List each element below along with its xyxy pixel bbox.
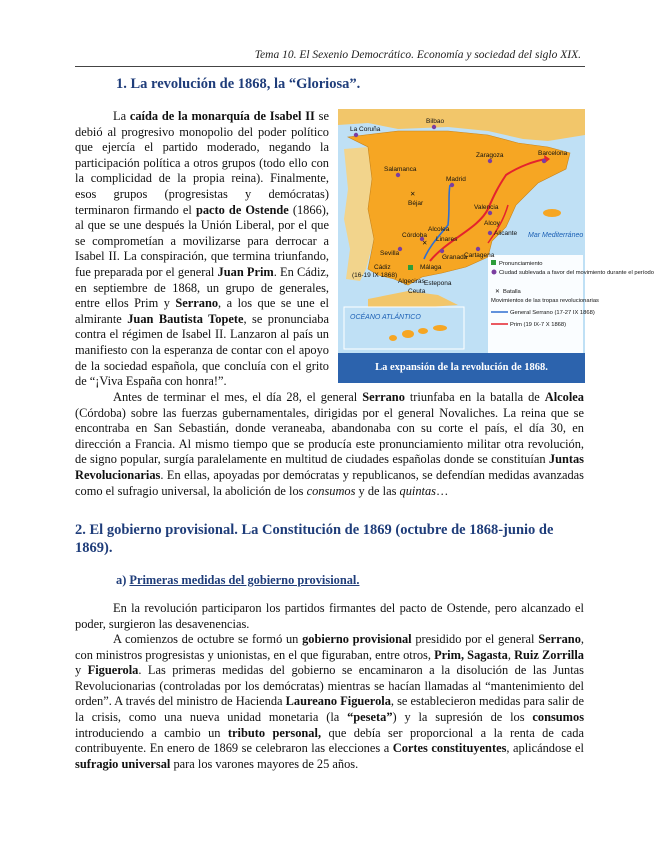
text-run: Serrano [362, 390, 405, 404]
text-run: Ruiz Zorrilla [514, 647, 584, 662]
text-run: consumos [306, 483, 356, 498]
subsection-prefix: a) [116, 573, 130, 587]
city-dot-salamanca [396, 173, 400, 177]
text-run: Antes de terminar el mes, el día 28, el general [113, 390, 363, 404]
page-number: 2 [609, 785, 628, 823]
text-run: . En ellas, apoyadas por demócratas y republicanos, se defendían medidas avanzadas como el sufragio universal, la abolición de los [75, 467, 584, 498]
text-run: Cortes constituyentes [392, 741, 507, 756]
city-label-madrid: Madrid [446, 176, 466, 183]
header-rule [75, 66, 585, 67]
city-dot-coruna [354, 133, 358, 137]
city-label-salamanca: Salamanca [384, 166, 417, 173]
city-label-ceuta: Ceuta [408, 288, 426, 295]
text-run: Figuerola [87, 663, 139, 678]
subsection-title [116, 573, 359, 588]
text-run: Juan Bautista Topete [127, 311, 244, 326]
text-run: introduciendo a cambio un [75, 725, 228, 740]
date-label: (16-19 IX 1868) [352, 272, 398, 279]
text-run: (1866), al que se une después la Unión Liberal, por el que se comprometían a movilizarse para derrocar a Isabel II. La conspiración, que termina triunfando, fue preparada por el general [75, 202, 329, 279]
text-run: , con ministros progresistas y unionistas, en el que figuraban, entre otros, [75, 632, 584, 662]
text-run: A comienzos de octubre se formó un [113, 632, 303, 646]
legend-batalla: Batalla [503, 289, 521, 295]
text-run: pacto de Ostende [195, 202, 289, 217]
text-run: consumos [532, 709, 585, 724]
legend-serrano: General Serrano (17-27 IX 1868) [510, 310, 595, 316]
text-run: tributo personal, [227, 725, 322, 740]
text-run: La [113, 109, 130, 123]
text-run: triunfaba en la batalla de [404, 390, 545, 404]
text-run: Prim, Sagasta [434, 647, 508, 662]
text-run: y de las [355, 483, 400, 498]
text-run: Serrano [538, 632, 581, 646]
map-canary-2 [418, 328, 428, 334]
text-run: Laureano Figuerola [285, 694, 391, 709]
text-run: , se establecieron medidas para salir de la crisis, como una nueva unidad monetaria (la [75, 694, 584, 724]
map-balearic [543, 209, 561, 217]
city-label-cadiz: Cádiz [374, 264, 391, 271]
city-dot-cadiz [408, 265, 413, 270]
city-label-alicante: Alicante [494, 230, 518, 237]
battle-mark-alcolea: ✕ [422, 240, 428, 247]
city-label-zaragoza: Zaragoza [476, 152, 504, 159]
city-dot-barcelona [542, 159, 546, 163]
text-run: (Córdoba) sobre las fuerzas gubernamentales, dirigidas por el general Novaliches. La reina que se encontraba en San Sebastián, donde veraneaba, abandonaba con su corte el país, el día 30, en dirección a Francia. Al mismo tiempo que se producía este pronunciamiento militar otra revolución, de signo popular, surgía paralelamente en multitud de ciudades españolas donde se constituían [75, 405, 584, 467]
text-run: se debió al progresivo monopolio del poder político que ejercía el partido moderado, negando la participación política a otros grupos (todo ello con la complicidad de la propia reina). Finalmente, esos grupos (progresistas y demócratas) terminaron firmando el [75, 109, 329, 217]
city-dot-granada [440, 249, 444, 253]
city-label-coruna: La Coruña [350, 126, 381, 133]
page-header: Tema 10. El Sexenio Democrático. Economía y sociedad del siglo XIX. [254, 49, 581, 61]
city-dot-valencia [488, 211, 492, 215]
sea-label-atlantic: OCÉANO ATLÁNTICO [350, 314, 421, 321]
city-label-valencia: Valencia [474, 204, 499, 211]
city-label-algeciras: Algeciras [398, 278, 425, 285]
legend-ciudad-swatch [492, 270, 497, 275]
city-label-cartagena: Cartagena [464, 252, 495, 259]
city-label-bilbao: Bilbao [426, 118, 445, 125]
city-dot-alicante [488, 231, 492, 235]
city-dot-bilbao [432, 125, 436, 129]
text-run: , se pronunciaba contra el régimen de Isabel II. Lanzaron al país un manifiesto con la esperanza de contar con el apoyo de la sociedad española, que concluía con el grito de “¡Viva España con honra!”. [75, 311, 330, 389]
text-run: . En Cádiz, en septiembre de 1868, un grupo de generales, entre ellos Prim y [75, 264, 329, 311]
text-run: presidido por el general [411, 632, 539, 646]
paragraph-1 [75, 109, 329, 390]
text-run: , aplicándose el [506, 741, 584, 756]
text-run: para los varones mayores de 25 años. [170, 756, 359, 771]
city-label-barcelona: Barcelona [538, 150, 568, 157]
text-run: “peseta” [347, 709, 393, 724]
text-run: , a los que se une el almirante [75, 296, 330, 326]
battle-mark-bejar: ✕ [410, 191, 416, 198]
text-run: y [75, 663, 88, 678]
text-run: En la revolución participaron los partidos firmantes del pacto de Ostende, pero alcanzado el poder, surgieron las desavenencias. [75, 601, 584, 631]
text-run: sufragio universal [75, 756, 171, 771]
city-dot-cartagena [476, 247, 480, 251]
city-label-granada: Granada [442, 254, 468, 261]
legend-movimientos: Movimientos de las tropas revolucionarias [491, 298, 599, 304]
city-dot-madrid [450, 183, 454, 187]
text-run: gobierno provisional [302, 632, 412, 646]
city-label-malaga: Málaga [420, 264, 442, 271]
legend-pronunciamiento-swatch [491, 260, 496, 265]
map-canary-1 [402, 330, 414, 338]
city-label-alcoy: Alcoy [484, 220, 500, 227]
text-run: que debía ser proporcional a la renta de cada contribuyente. En enero de 1869 se celebraron las elecciones a [75, 725, 584, 756]
legend-prim: Prim (19 IX-7 X 1868) [510, 322, 567, 328]
section-1-title: 1. La revolución de 1868, la “Gloriosa”. [116, 76, 361, 92]
paragraph-3 [75, 601, 584, 632]
text-run: Juan Prim [217, 264, 274, 279]
text-run: Alcolea [544, 390, 585, 404]
city-label-bejar: Béjar [408, 200, 424, 207]
city-label-cordoba: Córdoba [402, 232, 427, 239]
city-label-sevilla: Sevilla [380, 250, 400, 257]
city-label-linares: Linares [436, 236, 458, 243]
paragraph-4 [75, 632, 584, 772]
text-run: Serrano [175, 296, 219, 311]
city-label-estepona: Estepona [424, 280, 452, 287]
figure-caption: La expansión de la revolución de 1868. [338, 353, 585, 383]
text-run: caída de la monarquía de Isabel II [129, 109, 315, 123]
legend-ciudad: Ciudad sublevada a favor del movimiento durante el período [499, 270, 655, 276]
city-dot-zaragoza [488, 159, 492, 163]
text-run: … [436, 483, 449, 498]
text-run: , [507, 647, 515, 662]
text-run: quintas [399, 483, 436, 498]
text-run: . Las primeras medidas del gobierno se encaminaron a la disolución de las Juntas Revolucionarias (controladas por los demócratas) mientras se hacían llamadas al “mantenimiento del orden”. A través del ministro de Hacienda [75, 663, 584, 709]
city-label-alcolea: Alcolea [428, 226, 450, 233]
text-run: ) y la supresión de los [392, 709, 533, 724]
sea-label-mediterranean: Mar Mediterráneo [528, 232, 584, 239]
map-canary-3 [433, 325, 447, 331]
section-2-title: 2. El gobierno provisional. La Constitución de 1869 (octubre de 1868-junio de 1869). [75, 522, 554, 556]
map-canary-4 [389, 335, 397, 341]
legend-pronunciamiento: Pronunciamiento [499, 261, 543, 267]
map-svg [338, 109, 655, 383]
legend-batalla-mark: ✕ [495, 289, 500, 295]
subsection-label: Primeras medidas del gobierno provisional. [129, 573, 360, 587]
paragraph-2 [75, 390, 584, 499]
revolution-map [338, 109, 655, 383]
text-run: Juntas Revolucionarias [75, 452, 584, 482]
